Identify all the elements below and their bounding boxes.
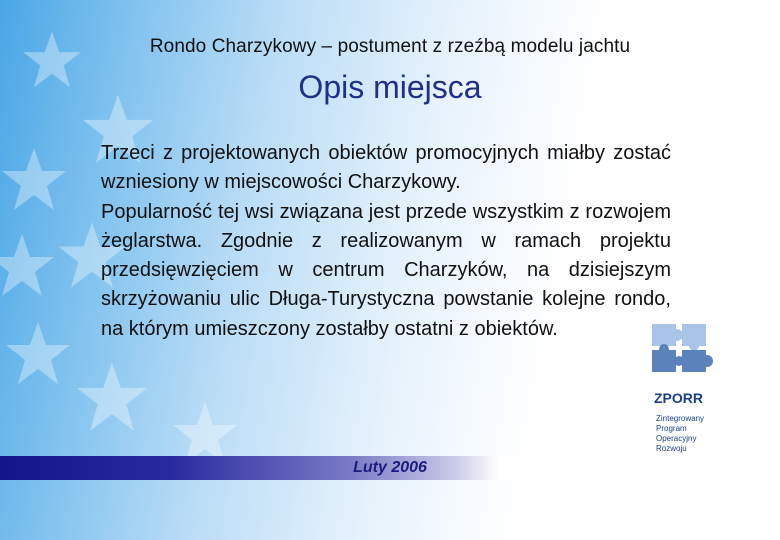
logo-subtitle-line: Zintegrowany (656, 414, 705, 423)
body-text (101, 139, 671, 344)
star-icon (173, 402, 237, 464)
star-icon (0, 234, 54, 296)
star-icon (2, 148, 66, 210)
logo-subtitle (656, 414, 704, 454)
footer-date: Luty 2006 (353, 459, 427, 476)
logo-subtitle-line: Operacyjny (656, 434, 697, 443)
paragraph: Popularność tej wsi związana jest przede wszystkim z rozwojem żeglarstwa. Zgodnie z realizowanym w ramach projektu przedsięwzięciem w centrum Charzyków, na dzisiejszym skrzyżowaniu ulic Długa-Turystyczna powstanie kolejne rondo, na którym umieszczony zostałby ostatni z obiektów. (101, 200, 671, 340)
zporr-logo (646, 318, 726, 458)
slide-title: Rondo Charzykowy – postument z rzeźbą modelu jachtu (149, 36, 631, 57)
logo-name: ZPORR (654, 390, 703, 406)
logo-subtitle-line: Program (656, 424, 687, 433)
star-icon (77, 363, 147, 431)
section-heading: Opis miejsca (298, 69, 482, 105)
puzzle-icon (646, 318, 726, 388)
paragraph: Trzeci z projektowanych obiektów promocyjnych miałby zostać wzniesiony w miejscowości Charzykowy. (101, 142, 671, 194)
logo-subtitle-line: Rozwoju (656, 444, 687, 453)
star-icon (6, 322, 70, 384)
